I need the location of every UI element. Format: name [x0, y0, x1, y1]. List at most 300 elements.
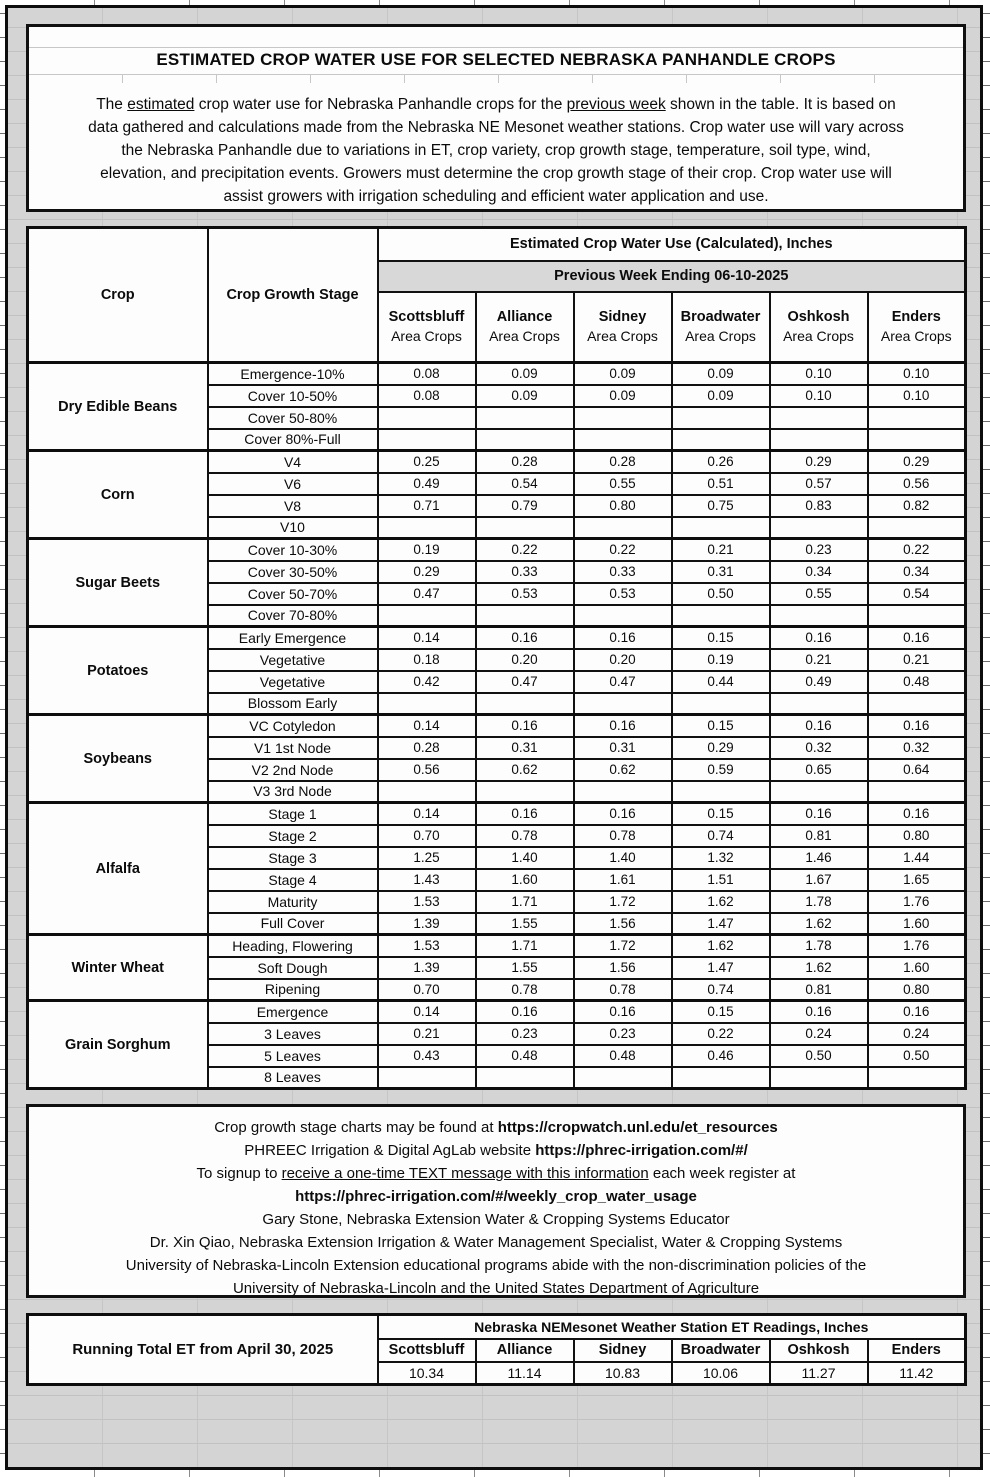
water-use-value-cell: 0.10: [868, 385, 966, 407]
water-use-value-cell: 0.70: [378, 979, 476, 1001]
et-value-cell: 11.14: [476, 1362, 574, 1385]
water-use-value-cell: 0.54: [868, 583, 966, 605]
water-use-value-cell: 0.51: [672, 473, 770, 495]
water-use-value-cell: [672, 605, 770, 627]
water-use-value-cell: 1.40: [574, 847, 672, 869]
water-use-value-cell: 0.29: [770, 451, 868, 473]
crop-table-body: [28, 363, 966, 1089]
growth-stage-cell: Full Cover: [208, 913, 378, 935]
water-use-value-cell: 0.16: [868, 627, 966, 649]
water-use-value-cell: 0.78: [476, 825, 574, 847]
water-use-value-cell: 1.47: [672, 913, 770, 935]
station-sub-label: Area Crops: [587, 327, 658, 344]
water-use-value-cell: [476, 605, 574, 627]
water-use-value-cell: 0.48: [476, 1045, 574, 1067]
notes-box: [26, 1104, 966, 1298]
water-use-value-cell: 0.83: [770, 495, 868, 517]
water-use-value-cell: 0.50: [868, 1045, 966, 1067]
growth-stage-cell: Maturity: [208, 891, 378, 913]
crop-water-use-table: [26, 226, 967, 1090]
water-use-value-cell: 1.78: [770, 891, 868, 913]
water-use-value-cell: 0.26: [672, 451, 770, 473]
water-use-value-cell: 1.39: [378, 913, 476, 935]
water-use-value-cell: 0.22: [476, 539, 574, 561]
water-use-value-cell: 0.15: [672, 1001, 770, 1023]
et-value-cell: 10.83: [574, 1362, 672, 1385]
water-use-value-cell: [378, 1067, 476, 1089]
water-use-value-cell: [868, 429, 966, 451]
water-use-value-cell: 1.53: [378, 891, 476, 913]
growth-stage-cell: Cover 80%-Full: [208, 429, 378, 451]
table-row: [28, 803, 966, 825]
water-use-value-cell: 0.10: [770, 363, 868, 385]
growth-stage-cell: Cover 70-80%: [208, 605, 378, 627]
crop-name-cell: Corn: [28, 451, 208, 539]
water-use-value-cell: 0.50: [672, 583, 770, 605]
note-line: [29, 1162, 963, 1185]
water-use-value-cell: [770, 1067, 868, 1089]
water-use-value-cell: 0.09: [574, 385, 672, 407]
water-use-value-cell: 0.53: [574, 583, 672, 605]
water-use-value-cell: 1.78: [770, 935, 868, 957]
page-frame: [5, 5, 983, 1470]
water-use-value-cell: [770, 517, 868, 539]
station-header-sidney: [574, 292, 672, 363]
growth-stage-cell: V10: [208, 517, 378, 539]
water-use-value-cell: 1.76: [868, 891, 966, 913]
water-use-value-cell: 0.32: [868, 737, 966, 759]
water-use-value-cell: 0.47: [574, 671, 672, 693]
water-use-value-cell: [574, 429, 672, 451]
growth-stage-cell: V1 1st Node: [208, 737, 378, 759]
water-use-value-cell: [770, 693, 868, 715]
water-use-value-cell: 0.16: [476, 1001, 574, 1023]
water-use-value-cell: 1.53: [378, 935, 476, 957]
water-use-value-cell: 0.15: [672, 803, 770, 825]
water-use-value-cell: 0.20: [574, 649, 672, 671]
main-table-box: [26, 226, 966, 1090]
water-use-value-cell: 1.55: [476, 957, 574, 979]
water-use-value-cell: 0.28: [574, 451, 672, 473]
water-use-value-cell: [476, 693, 574, 715]
intro-text: shown in the table. It is based on: [665, 96, 896, 113]
water-use-value-cell: 1.55: [476, 913, 574, 935]
station-name: Alliance: [496, 308, 553, 325]
water-use-value-cell: [770, 407, 868, 429]
water-use-value-cell: [378, 429, 476, 451]
growth-stage-cell: 5 Leaves: [208, 1045, 378, 1067]
growth-stage-cell: Cover 30-50%: [208, 561, 378, 583]
station-name-cell: Sidney: [574, 1339, 672, 1362]
water-use-value-cell: 0.21: [770, 649, 868, 671]
water-use-value-cell: 0.78: [574, 979, 672, 1001]
water-use-value-cell: [770, 429, 868, 451]
water-use-value-cell: 0.55: [770, 583, 868, 605]
water-use-value-cell: 0.44: [672, 671, 770, 693]
water-use-value-cell: 0.47: [476, 671, 574, 693]
water-use-value-cell: 0.16: [868, 715, 966, 737]
bottom-table-box: [26, 1313, 966, 1386]
water-use-value-cell: 0.14: [378, 803, 476, 825]
water-use-value-cell: 0.19: [672, 649, 770, 671]
water-use-value-cell: 0.56: [868, 473, 966, 495]
water-use-value-cell: 0.16: [770, 715, 868, 737]
water-use-value-cell: [574, 605, 672, 627]
station-header-broadwater: [672, 292, 770, 363]
water-use-value-cell: 0.21: [378, 1023, 476, 1045]
water-use-value-cell: 0.09: [672, 385, 770, 407]
intro-line: assist growers with irrigation scheduling and efficient water application and use.: [223, 188, 769, 205]
water-use-value-cell: [770, 781, 868, 803]
station-header-alliance: [476, 292, 574, 363]
water-use-value-cell: 0.54: [476, 473, 574, 495]
water-use-value-cell: [574, 781, 672, 803]
growth-stage-cell: Cover 50-80%: [208, 407, 378, 429]
title-box: [26, 24, 966, 212]
water-use-value-cell: 0.59: [672, 759, 770, 781]
water-use-value-cell: 0.29: [868, 451, 966, 473]
intro-line: the Nebraska Panhandle due to variations in ET, crop variety, crop growth stage, temperature, soil type, wind,: [121, 142, 871, 159]
et-value-cell: 11.27: [770, 1362, 868, 1385]
water-use-value-cell: 1.56: [574, 913, 672, 935]
grid-hairline: [29, 47, 963, 48]
water-use-value-cell: 0.48: [574, 1045, 672, 1067]
note-text: To signup to: [196, 1165, 282, 1182]
note-line: [29, 1139, 963, 1162]
water-use-value-cell: 0.14: [378, 627, 476, 649]
water-use-value-cell: 0.16: [770, 803, 868, 825]
water-use-value-cell: 0.16: [476, 803, 574, 825]
water-use-value-cell: 1.62: [770, 957, 868, 979]
water-use-value-cell: 1.51: [672, 869, 770, 891]
water-use-value-cell: 0.43: [378, 1045, 476, 1067]
water-use-value-cell: 0.15: [672, 627, 770, 649]
water-use-value-cell: [868, 1067, 966, 1089]
water-use-value-cell: 0.46: [672, 1045, 770, 1067]
water-use-value-cell: 0.82: [868, 495, 966, 517]
water-use-value-cell: 1.25: [378, 847, 476, 869]
intro-text: crop water use for Nebraska Panhandle crops for the: [194, 96, 567, 113]
water-use-value-cell: 0.16: [476, 627, 574, 649]
water-use-value-cell: 0.09: [476, 363, 574, 385]
water-use-value-cell: 0.31: [574, 737, 672, 759]
water-use-value-cell: [868, 605, 966, 627]
document-title: ESTIMATED CROP WATER USE FOR SELECTED NEBRASKA PANHANDLE CROPS: [156, 50, 836, 69]
note-text: Crop growth stage charts may be found at: [214, 1119, 498, 1136]
growth-stage-cell: Early Emergence: [208, 627, 378, 649]
station-header-scottsbluff: [378, 292, 476, 363]
water-use-value-cell: 0.80: [868, 979, 966, 1001]
water-use-value-cell: 0.22: [574, 539, 672, 561]
water-use-value-cell: 0.47: [378, 583, 476, 605]
water-use-value-cell: 1.62: [770, 913, 868, 935]
water-use-value-cell: 0.14: [378, 715, 476, 737]
water-use-value-cell: 0.49: [770, 671, 868, 693]
growth-stage-cell: V6: [208, 473, 378, 495]
growth-stage-cell: Cover 10-30%: [208, 539, 378, 561]
water-use-value-cell: 1.60: [476, 869, 574, 891]
water-use-value-cell: 0.16: [868, 803, 966, 825]
water-use-value-cell: 0.29: [378, 561, 476, 583]
water-use-value-cell: 0.16: [574, 627, 672, 649]
water-use-value-cell: 1.67: [770, 869, 868, 891]
water-use-value-cell: 0.31: [476, 737, 574, 759]
water-use-value-cell: 0.23: [574, 1023, 672, 1045]
water-use-value-cell: 0.29: [672, 737, 770, 759]
week-ending-header: Previous Week Ending 06-10-2025: [378, 261, 966, 292]
intro-underlined-text: previous week: [566, 96, 666, 113]
table-row: [28, 1001, 966, 1023]
water-use-value-cell: [868, 407, 966, 429]
stage-column-header: Crop Growth Stage: [208, 228, 378, 363]
water-use-value-cell: [574, 1067, 672, 1089]
growth-stage-cell: Heading, Flowering: [208, 935, 378, 957]
et-readings-table: [26, 1313, 967, 1386]
crop-name-cell: Potatoes: [28, 627, 208, 715]
water-use-value-cell: [672, 407, 770, 429]
water-use-value-cell: 1.32: [672, 847, 770, 869]
water-use-value-cell: [672, 1067, 770, 1089]
water-use-value-cell: [574, 693, 672, 715]
crop-name-cell: Grain Sorghum: [28, 1001, 208, 1089]
growth-stage-cell: 8 Leaves: [208, 1067, 378, 1089]
et-value-cell: 10.34: [378, 1362, 476, 1385]
grid-ticks: [29, 74, 963, 83]
header-row: [28, 1315, 966, 1339]
water-use-value-cell: 1.60: [868, 957, 966, 979]
water-use-value-cell: 0.80: [574, 495, 672, 517]
water-use-value-cell: [476, 781, 574, 803]
water-use-value-cell: [672, 781, 770, 803]
water-use-value-cell: [574, 517, 672, 539]
table-row: [28, 935, 966, 957]
water-use-value-cell: [476, 1067, 574, 1089]
url-text: https://phrec-irrigation.com/#/: [535, 1142, 748, 1159]
water-use-value-cell: 0.34: [868, 561, 966, 583]
water-use-value-cell: 0.42: [378, 671, 476, 693]
growth-stage-cell: Stage 3: [208, 847, 378, 869]
water-use-value-cell: 1.43: [378, 869, 476, 891]
intro-paragraph: [29, 93, 963, 208]
water-use-value-cell: [868, 517, 966, 539]
water-use-value-cell: 0.55: [574, 473, 672, 495]
water-use-value-cell: 0.75: [672, 495, 770, 517]
water-use-value-cell: 1.65: [868, 869, 966, 891]
water-use-value-cell: 0.33: [476, 561, 574, 583]
water-use-value-cell: 0.62: [574, 759, 672, 781]
water-use-value-cell: 0.33: [574, 561, 672, 583]
water-use-value-cell: 0.20: [476, 649, 574, 671]
water-use-value-cell: 0.48: [868, 671, 966, 693]
water-use-value-cell: [476, 407, 574, 429]
url-text: https://cropwatch.unl.edu/et_resources: [497, 1119, 778, 1136]
water-use-value-cell: 0.16: [770, 1001, 868, 1023]
water-use-value-cell: 0.57: [770, 473, 868, 495]
et-readings-header: Nebraska NEMesonet Weather Station ET Readings, Inches: [378, 1315, 966, 1339]
growth-stage-cell: V2 2nd Node: [208, 759, 378, 781]
water-use-value-cell: [476, 429, 574, 451]
crop-name-cell: Dry Edible Beans: [28, 363, 208, 451]
intro-line: data gathered and calculations made from the Nebraska NE Mesonet weather stations. Crop water use will vary across: [88, 119, 904, 136]
water-use-value-cell: 0.15: [672, 715, 770, 737]
station-sub-label: Area Crops: [880, 327, 952, 344]
station-name: Oshkosh: [787, 308, 850, 325]
note-line: University of Nebraska-Lincoln Extension educational programs abide with the non-discrimination policies of the: [125, 1257, 867, 1274]
crop-name-cell: Alfalfa: [28, 803, 208, 935]
growth-stage-cell: Stage 1: [208, 803, 378, 825]
station-name: Sidney: [598, 308, 647, 325]
water-use-value-cell: 0.16: [868, 1001, 966, 1023]
water-use-value-cell: 0.22: [672, 1023, 770, 1045]
growth-stage-cell: V3 3rd Node: [208, 781, 378, 803]
station-sub-label: Area Crops: [685, 327, 756, 344]
growth-stage-cell: Stage 4: [208, 869, 378, 891]
water-use-value-cell: 1.72: [574, 935, 672, 957]
water-use-value-cell: 0.23: [476, 1023, 574, 1045]
water-use-value-cell: 0.23: [770, 539, 868, 561]
water-use-value-cell: [672, 693, 770, 715]
note-line: Dr. Xin Qiao, Nebraska Extension Irrigation & Water Management Specialist, Water & Cropping Systems: [149, 1234, 843, 1251]
crop-name-cell: Winter Wheat: [28, 935, 208, 1001]
water-use-value-cell: [672, 429, 770, 451]
et-value-cell: 11.42: [868, 1362, 966, 1385]
water-use-value-cell: 0.16: [574, 803, 672, 825]
water-use-value-cell: 0.08: [378, 385, 476, 407]
water-use-value-cell: 0.24: [770, 1023, 868, 1045]
water-use-value-cell: 1.39: [378, 957, 476, 979]
water-use-value-cell: 1.62: [672, 935, 770, 957]
water-use-value-cell: 0.71: [378, 495, 476, 517]
water-use-value-cell: [868, 781, 966, 803]
water-use-value-cell: [574, 407, 672, 429]
water-use-value-cell: 0.09: [574, 363, 672, 385]
station-header-oshkosh: [770, 292, 868, 363]
table-row: [28, 451, 966, 473]
water-use-value-cell: 1.60: [868, 913, 966, 935]
note-line: University of Nebraska-Lincoln and the United States Department of Agriculture: [232, 1280, 760, 1297]
water-use-value-cell: 0.50: [770, 1045, 868, 1067]
water-use-value-cell: 0.09: [476, 385, 574, 407]
station-sub-label: Area Crops: [783, 327, 854, 344]
water-use-value-cell: 0.62: [476, 759, 574, 781]
intro-line: [29, 93, 963, 116]
note-line: [29, 1116, 963, 1139]
growth-stage-cell: Blossom Early: [208, 693, 378, 715]
calculated-inches-header: Estimated Crop Water Use (Calculated), Inches: [378, 228, 966, 261]
station-sub-label: Area Crops: [489, 327, 560, 344]
water-use-value-cell: 0.32: [770, 737, 868, 759]
growth-stage-cell: Soft Dough: [208, 957, 378, 979]
crop-column-header: Crop: [28, 228, 208, 363]
et-value-cell: 10.06: [672, 1362, 770, 1385]
header-row: [28, 228, 966, 261]
water-use-value-cell: 1.56: [574, 957, 672, 979]
station-name: Scottsbluff: [388, 308, 465, 325]
water-use-value-cell: 1.61: [574, 869, 672, 891]
water-use-value-cell: 0.16: [770, 627, 868, 649]
water-use-value-cell: 0.10: [770, 385, 868, 407]
water-use-value-cell: 1.46: [770, 847, 868, 869]
growth-stage-cell: Cover 10-50%: [208, 385, 378, 407]
station-name-cell: Oshkosh: [770, 1339, 868, 1362]
table-row: [28, 627, 966, 649]
url-text: https://phrec-irrigation.com/#/weekly_crop_water_usage: [295, 1188, 697, 1205]
water-use-value-cell: [378, 693, 476, 715]
water-use-value-cell: 0.56: [378, 759, 476, 781]
water-use-value-cell: 0.53: [476, 583, 574, 605]
running-total-label: Running Total ET from April 30, 2025: [28, 1315, 378, 1385]
water-use-value-cell: 0.19: [378, 539, 476, 561]
note-underlined-text: receive a one-time TEXT message with this information: [281, 1165, 649, 1182]
water-use-value-cell: 0.10: [868, 363, 966, 385]
water-use-value-cell: 1.76: [868, 935, 966, 957]
station-name-cell: Scottsbluff: [378, 1339, 476, 1362]
water-use-value-cell: [476, 517, 574, 539]
station-sub-label: Area Crops: [391, 327, 462, 344]
station-name: Enders: [891, 308, 941, 325]
water-use-value-cell: 0.49: [378, 473, 476, 495]
water-use-value-cell: [868, 693, 966, 715]
water-use-value-cell: 0.79: [476, 495, 574, 517]
water-use-value-cell: 0.81: [770, 825, 868, 847]
water-use-value-cell: 1.40: [476, 847, 574, 869]
station-header-enders: [868, 292, 966, 363]
growth-stage-cell: Emergence-10%: [208, 363, 378, 385]
intro-text: The: [96, 96, 128, 113]
station-name-cell: Enders: [868, 1339, 966, 1362]
growth-stage-cell: 3 Leaves: [208, 1023, 378, 1045]
water-use-value-cell: 0.70: [378, 825, 476, 847]
table-row: [28, 539, 966, 561]
water-use-value-cell: 0.14: [378, 1001, 476, 1023]
growth-stage-cell: Stage 2: [208, 825, 378, 847]
intro-line: elevation, and precipitation events. Growers must determine the crop growth stage of their crop. Crop water use will: [100, 165, 892, 182]
station-name: Broadwater: [680, 308, 761, 325]
water-use-value-cell: 0.31: [672, 561, 770, 583]
water-use-value-cell: 0.64: [868, 759, 966, 781]
water-use-value-cell: 0.78: [574, 825, 672, 847]
water-use-value-cell: [378, 605, 476, 627]
water-use-value-cell: 0.74: [672, 825, 770, 847]
water-use-value-cell: 1.71: [476, 891, 574, 913]
water-use-value-cell: 0.09: [672, 363, 770, 385]
growth-stage-cell: Emergence: [208, 1001, 378, 1023]
table-row: [28, 715, 966, 737]
crop-name-cell: Soybeans: [28, 715, 208, 803]
growth-stage-cell: Vegetative: [208, 649, 378, 671]
table-row: [28, 363, 966, 385]
water-use-value-cell: [770, 605, 868, 627]
water-use-value-cell: 0.34: [770, 561, 868, 583]
water-use-value-cell: [378, 781, 476, 803]
water-use-value-cell: 1.44: [868, 847, 966, 869]
water-use-value-cell: 0.28: [476, 451, 574, 473]
water-use-value-cell: 0.81: [770, 979, 868, 1001]
water-use-value-cell: [672, 517, 770, 539]
water-use-value-cell: 0.74: [672, 979, 770, 1001]
water-use-value-cell: 0.28: [378, 737, 476, 759]
water-use-value-cell: 0.16: [574, 1001, 672, 1023]
water-use-value-cell: 0.18: [378, 649, 476, 671]
water-use-value-cell: 0.21: [672, 539, 770, 561]
water-use-value-cell: 0.21: [868, 649, 966, 671]
water-use-value-cell: 0.78: [476, 979, 574, 1001]
water-use-value-cell: 0.08: [378, 363, 476, 385]
water-use-value-cell: [378, 407, 476, 429]
growth-stage-cell: V4: [208, 451, 378, 473]
growth-stage-cell: Vegetative: [208, 671, 378, 693]
water-use-value-cell: 0.65: [770, 759, 868, 781]
